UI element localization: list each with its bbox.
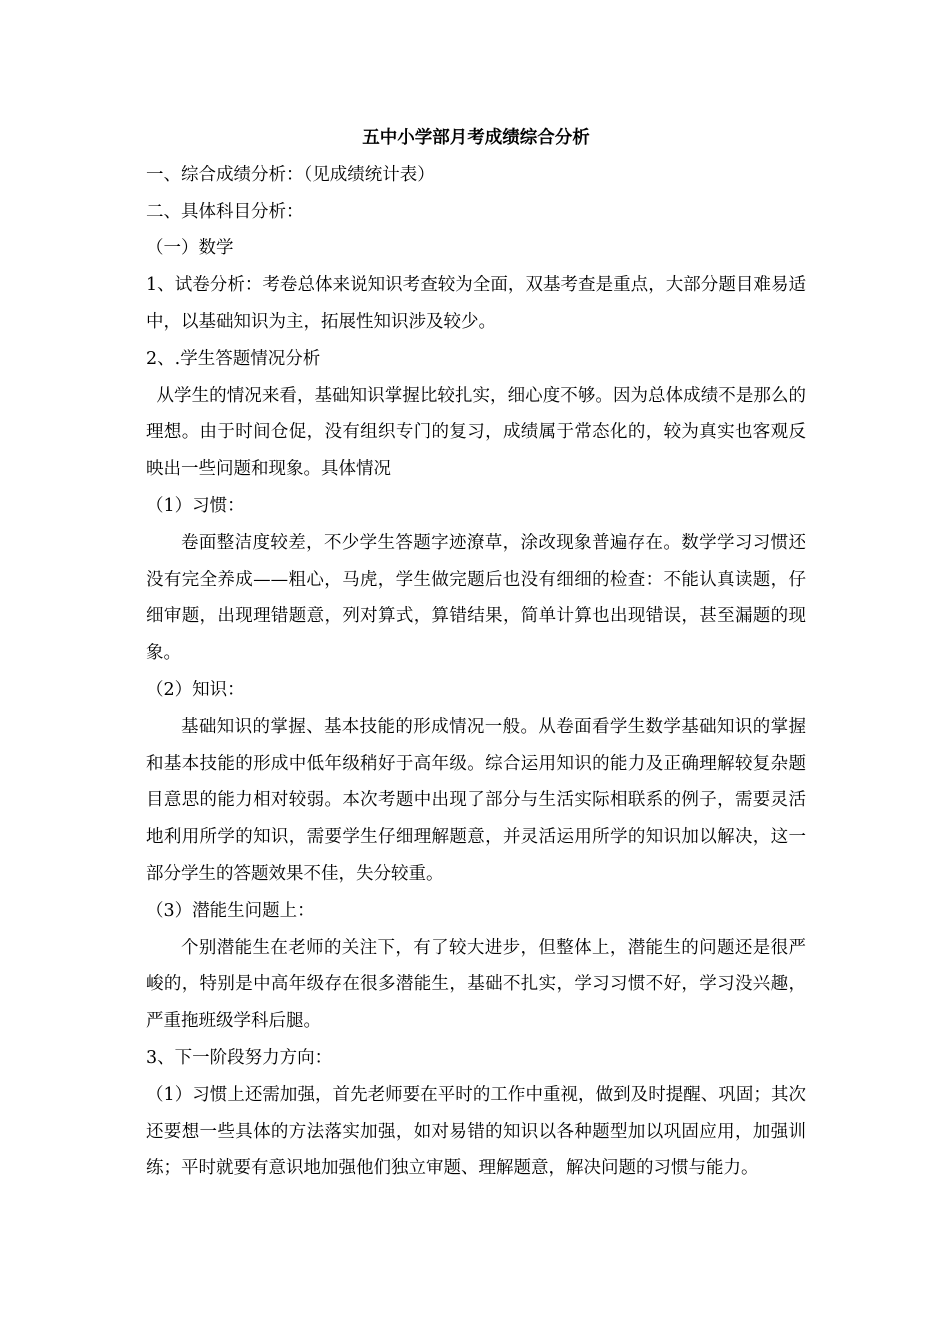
paper-analysis-paragraph: 1、试卷分析：考卷总体来说知识考查较为全面，双基考查是重点，大部分题目难易适中，以基础知识为主，拓展性知识涉及较少。: [146, 275, 806, 332]
student-answers-paragraph: 从学生的情况来看，基础知识掌握比较扎实，细心度不够。因为总体成绩不是那么的理想。由于时间仓促，没有组织专门的复习，成绩属于常态化的，较为真实也客观反映出一些问题和现象。具体情况: [146, 385, 806, 480]
habit-heading: （1）习惯：: [146, 495, 245, 516]
document-title: 五中小学部月考成绩综合分析: [362, 128, 590, 148]
subject-math-heading: （一）数学: [146, 238, 234, 259]
heading-subject-analysis: 二、具体科目分析：: [146, 201, 304, 222]
next-steps-paragraph: （1）习惯上还需加强，首先老师要在平时的工作中重视，做到及时提醒、巩固；其次还要想一些具体的方法落实加强，如对易错的知识以各种题型加以巩固应用，加强训练；平时就要有意识地加强他们独立审题、理解题意，解决问题的习惯与能力。: [146, 1084, 806, 1179]
potential-students-paragraph: 个别潜能生在老师的关注下，有了较大进步，但整体上，潜能生的问题还是很严峻的，特别是中高年级存在很多潜能生，基础不扎实，学习习惯不好，学习没兴趣，严重拖班级学科后腿。: [146, 937, 806, 1032]
student-answers-heading: 2、.学生答题情况分析: [146, 348, 321, 369]
knowledge-paragraph: 基础知识的掌握、基本技能的形成情况一般。从卷面看学生数学基础知识的掌握和基本技能的形成中低年级稍好于高年级。综合运用知识的能力及正确理解较复杂题目意思的能力相对较弱。本次考题中出现了部分与生活实际相联系的例子，需要灵活地利用所学的知识，需要学生仔细理解题意，并灵活运用所学的知识加以解决，这一部分学生的答题效果不佳，失分较重。: [146, 716, 806, 884]
document-page: [146, 120, 806, 1187]
heading-overall-analysis: 一、综合成绩分析：（见成绩统计表）: [146, 164, 435, 185]
habit-paragraph: 卷面整洁度较差，不少学生答题字迹潦草，涂改现象普遍存在。数学学习习惯还没有完全养成——粗心，马虎，学生做完题后也没有细细的检查：不能认真读题，仔细审题，出现理错题意，列对算式，算错结果，简单计算也出现错误，甚至漏题的现象。: [146, 532, 806, 664]
next-steps-heading: 3、下一阶段努力方向：: [146, 1047, 333, 1068]
knowledge-heading: （2）知识：: [146, 679, 245, 700]
potential-students-heading: （3）潜能生问题上：: [146, 900, 315, 921]
